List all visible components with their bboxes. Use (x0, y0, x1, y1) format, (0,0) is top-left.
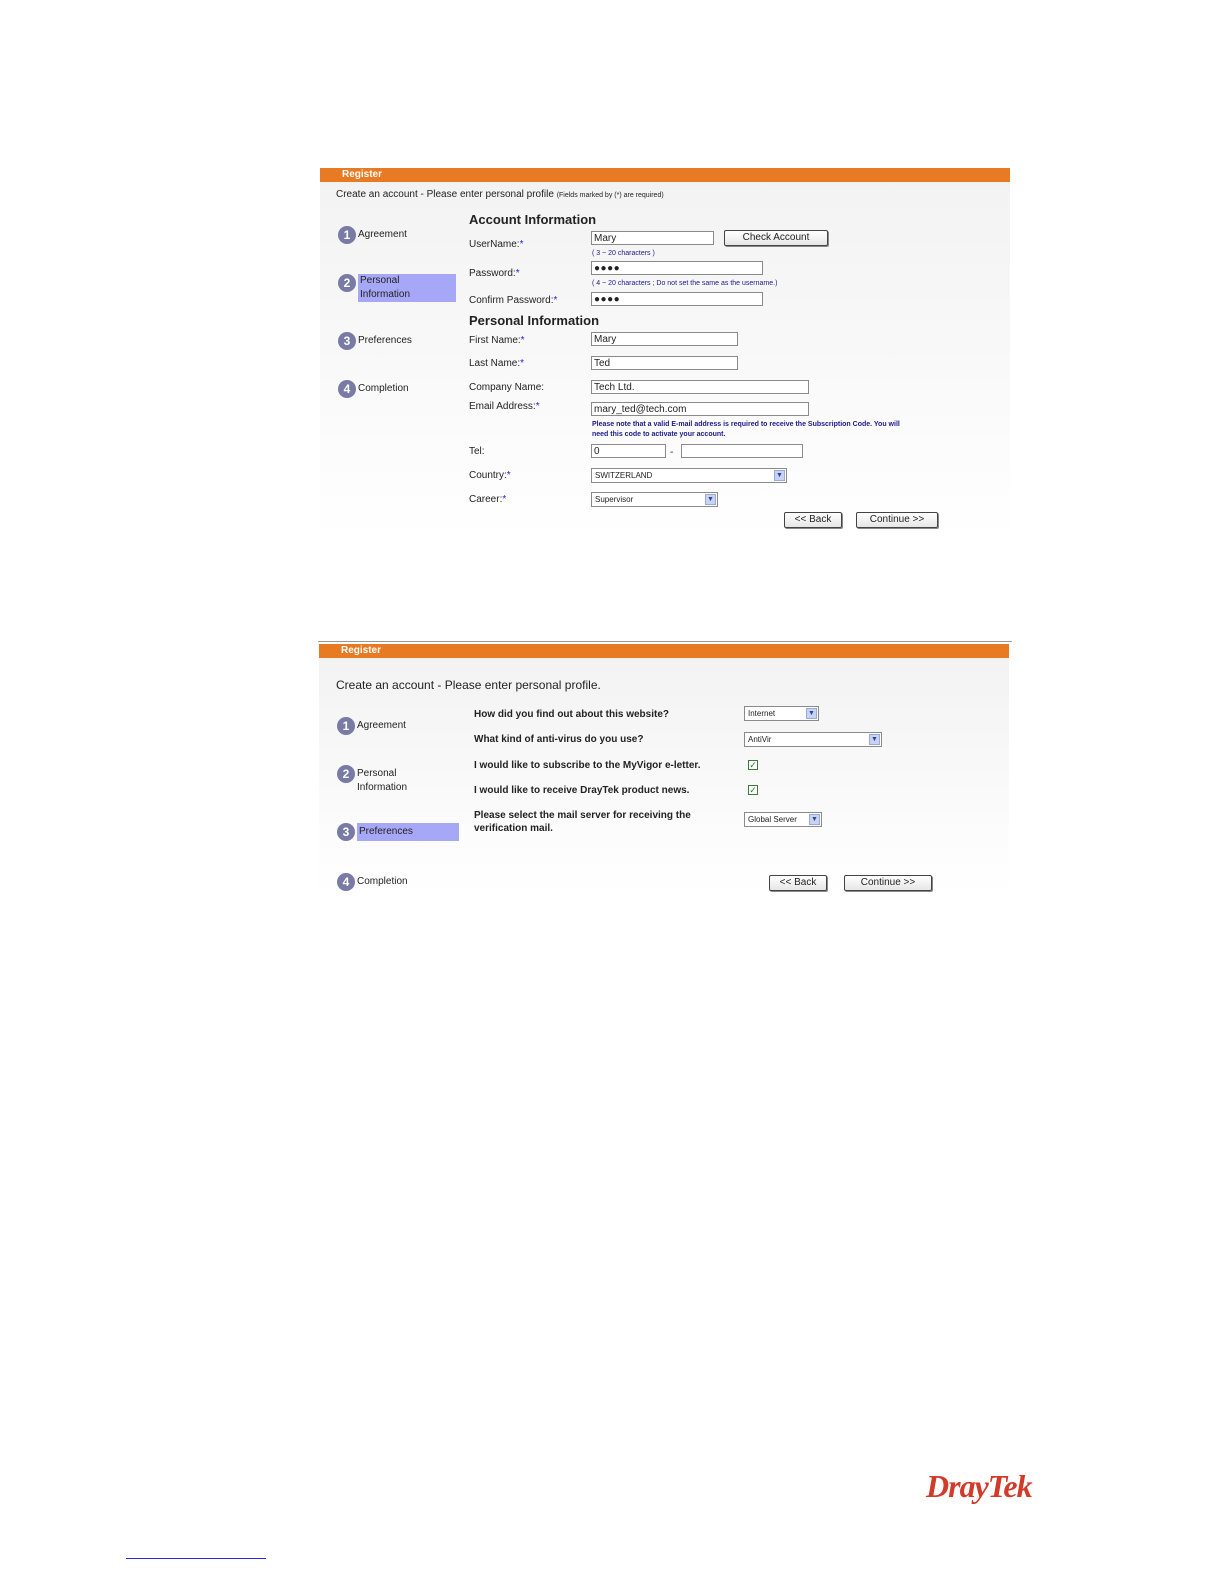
career-select[interactable]: Supervisor ▼ (591, 492, 718, 507)
back-button[interactable]: << Back (784, 512, 842, 528)
username-input[interactable]: Mary (591, 231, 714, 245)
step-label: Agreement (357, 720, 406, 731)
step-label: Personal Information (357, 768, 408, 793)
chevron-down-icon[interactable]: ▼ (806, 708, 817, 719)
last-name-input[interactable]: Ted (591, 356, 738, 370)
step-number-icon: 2 (338, 274, 356, 292)
draytek-logo: DrayTek (926, 1468, 1032, 1504)
step-number-icon: 3 (338, 332, 356, 350)
antivirus-select[interactable]: AntiVir ▼ (744, 732, 882, 747)
tel-number-input[interactable] (681, 444, 803, 458)
question-found-website: How did you find out about this website? (474, 709, 669, 720)
password-label: Password:* (469, 268, 520, 279)
tel-dash: - (670, 447, 674, 458)
question-antivirus: What kind of anti-virus do you use? (474, 734, 644, 745)
username-label: UserName:* (469, 239, 524, 250)
continue-button[interactable]: Continue >> (856, 512, 938, 528)
question-mail-server: Please select the mail server for receiving the verification mail. (474, 810, 691, 834)
page-subtitle: Create an account - Please enter personal profile. (336, 678, 601, 692)
email-address-label: Email Address:* (469, 401, 540, 412)
first-name-input[interactable]: Mary (591, 332, 738, 346)
back-button[interactable]: << Back (769, 875, 827, 891)
register-panel-personal (320, 168, 1010, 540)
career-label: Career:* (469, 494, 507, 505)
step-label: Personal Information (358, 274, 456, 302)
step-label: Preferences (358, 335, 412, 346)
step-number-icon: 1 (337, 717, 355, 735)
question-subscribe-eletter: I would like to subscribe to the MyVigor e-letter. (474, 760, 701, 771)
step-number-icon: 4 (338, 380, 356, 398)
country-select[interactable]: SWITZERLAND ▼ (591, 468, 787, 483)
chevron-down-icon[interactable]: ▼ (869, 734, 880, 745)
panel-header: Register (320, 168, 1010, 182)
country-label: Country:* (469, 470, 511, 481)
step-label: Preferences (357, 823, 459, 841)
company-name-input[interactable]: Tech Ltd. (591, 380, 809, 394)
step-label: Agreement (358, 229, 407, 240)
panel-header: Register (319, 644, 1009, 658)
panel-divider (318, 641, 1012, 642)
account-information-title: Account Information (469, 212, 597, 227)
tel-label: Tel: (469, 446, 485, 457)
confirm-password-label: Confirm Password:* (469, 295, 558, 306)
question-product-news: I would like to receive DrayTek product news. (474, 785, 690, 796)
step-number-icon: 3 (337, 823, 355, 841)
company-name-label: Company Name: (469, 382, 545, 393)
product-news-checkbox[interactable]: ✓ (749, 785, 757, 795)
chevron-down-icon[interactable]: ▼ (774, 470, 785, 481)
username-hint: ( 3 ~ 20 characters ) (592, 250, 655, 257)
subscribe-eletter-checkbox[interactable]: ✓ (749, 760, 757, 770)
page-subtitle: Create an account - Please enter personal profile (Fields marked by (*) are required) (336, 189, 664, 200)
last-name-label: Last Name:* (469, 358, 525, 369)
tel-area-input[interactable]: 0 (591, 444, 666, 458)
found-website-select[interactable]: Internet ▼ (744, 706, 819, 721)
personal-information-title: Personal Information (469, 313, 600, 328)
step-label: Completion (358, 383, 409, 394)
chevron-down-icon[interactable]: ▼ (705, 494, 716, 505)
step-number-icon: 4 (337, 873, 355, 891)
password-hint: ( 4 ~ 20 characters ; Do not set the same as the username.) (592, 280, 778, 287)
confirm-password-input[interactable]: ●●●● (591, 292, 763, 306)
register-panel-preferences (319, 644, 1009, 896)
continue-button[interactable]: Continue >> (844, 875, 932, 891)
chevron-down-icon[interactable]: ▼ (809, 814, 820, 825)
footer-link-underline (126, 1558, 266, 1559)
step-number-icon: 1 (338, 226, 356, 244)
email-address-input[interactable]: mary_ted@tech.com (591, 402, 809, 416)
step-label: Completion (357, 876, 408, 887)
first-name-label: First Name:* (469, 335, 525, 346)
step-number-icon: 2 (337, 765, 355, 783)
email-note: Please note that a valid E-mail address is required to receive the Subscription Code. You will need this code to activate your account. (592, 421, 900, 438)
password-input[interactable]: ●●●● (591, 261, 763, 275)
check-account-button[interactable]: Check Account (724, 230, 828, 246)
mail-server-select[interactable]: Global Server ▼ (744, 812, 822, 827)
